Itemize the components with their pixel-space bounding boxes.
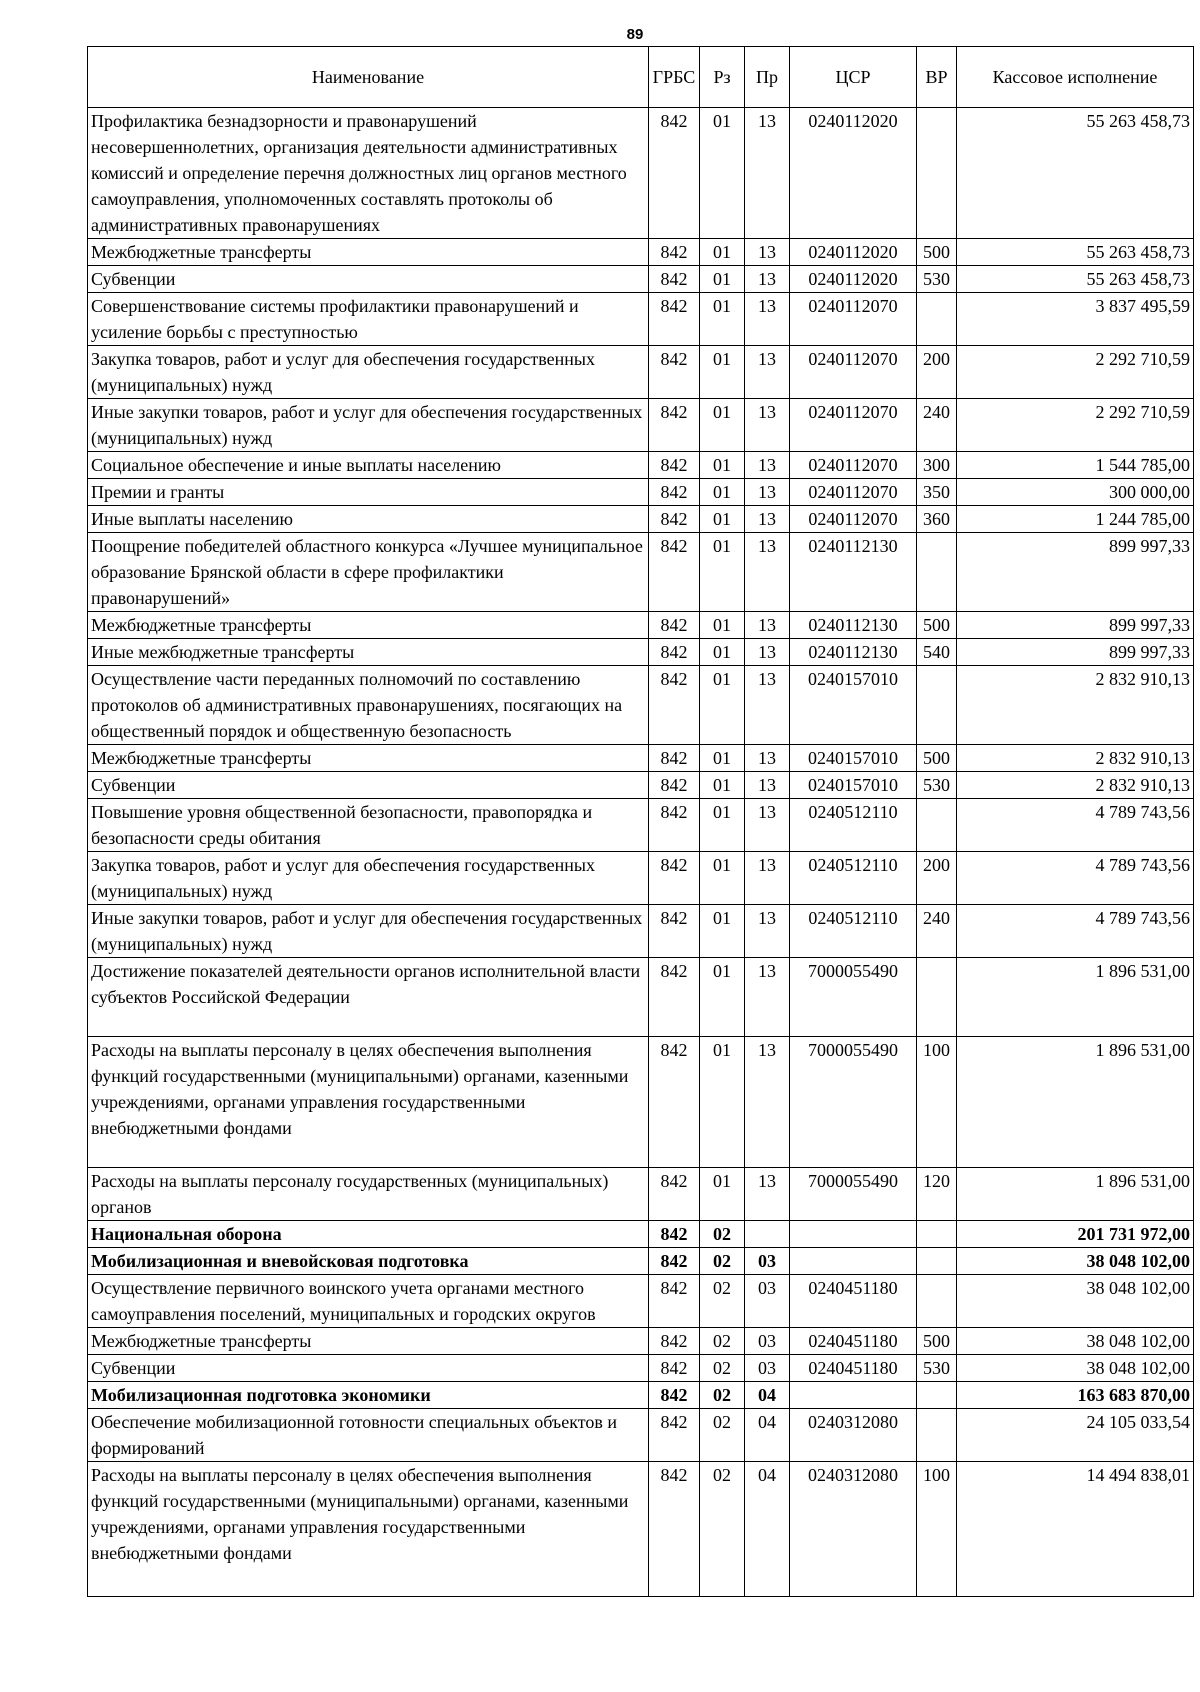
page-number: 89 [626,26,644,43]
cell-name: Межбюджетные трансферты [88,1328,649,1355]
cell-grbs: 842 [649,1355,700,1382]
cell-grbs: 842 [649,239,700,266]
cell-csr: 0240112020 [790,239,917,266]
cell-pr: 13 [745,452,790,479]
header-grbs: ГРБС [649,47,700,108]
cell-amount: 38 048 102,00 [957,1248,1194,1275]
cell-amount: 55 263 458,73 [957,108,1194,239]
cell-pr: 13 [745,506,790,533]
table-row [88,266,1194,293]
cell-pr [745,1221,790,1248]
cell-vr: 240 [917,905,957,958]
cell-grbs: 842 [649,108,700,239]
cell-name: Межбюджетные трансферты [88,612,649,639]
cell-pr: 13 [745,1037,790,1168]
cell-amount: 4 789 743,56 [957,905,1194,958]
cell-csr: 0240112020 [790,108,917,239]
cell-name: Расходы на выплаты персоналу государственных (муниципальных) органов [88,1168,649,1221]
cell-name: Иные выплаты населению [88,506,649,533]
cell-vr: 500 [917,745,957,772]
cell-name: Расходы на выплаты персоналу в целях обеспечения выполнения функций государственными (муниципальными) органами, казенными учреждениями, органами управления государственными внебюджетными фондами [88,1462,649,1597]
cell-pr: 04 [745,1462,790,1597]
cell-grbs: 842 [649,399,700,452]
cell-rz: 01 [700,479,745,506]
cell-pr: 13 [745,745,790,772]
header-csr: ЦСР [790,47,917,108]
cell-vr [917,293,957,346]
cell-grbs: 842 [649,1275,700,1328]
table-row [88,1462,1194,1597]
cell-pr: 13 [745,639,790,666]
cell-csr: 0240512110 [790,852,917,905]
cell-pr: 13 [745,108,790,239]
cell-rz: 02 [700,1409,745,1462]
cell-vr [917,799,957,852]
cell-rz: 01 [700,666,745,745]
cell-name: Мобилизационная подготовка экономики [88,1382,649,1409]
cell-pr: 03 [745,1275,790,1328]
cell-rz: 02 [700,1248,745,1275]
cell-csr: 0240112070 [790,399,917,452]
cell-vr [917,1248,957,1275]
table-row [88,1382,1194,1409]
table-row [88,745,1194,772]
cell-name: Иные межбюджетные трансферты [88,639,649,666]
cell-name: Закупка товаров, работ и услуг для обеспечения государственных (муниципальных) нужд [88,346,649,399]
cell-name: Поощрение победителей областного конкурса «Лучшее муниципальное образование Брянской области в сфере профилактики правонарушений» [88,533,649,612]
cell-pr: 03 [745,1328,790,1355]
cell-amount: 2 832 910,13 [957,666,1194,745]
table-row [88,1037,1194,1168]
cell-vr: 240 [917,399,957,452]
header-pr: Пр [745,47,790,108]
cell-grbs: 842 [649,266,700,293]
cell-vr [917,958,957,1037]
cell-vr [917,108,957,239]
table-row [88,639,1194,666]
cell-grbs: 842 [649,1328,700,1355]
cell-grbs: 842 [649,1462,700,1597]
cell-pr: 13 [745,1168,790,1221]
cell-csr: 0240112070 [790,506,917,533]
cell-amount: 1 896 531,00 [957,1037,1194,1168]
cell-grbs: 842 [649,799,700,852]
cell-grbs: 842 [649,293,700,346]
cell-pr: 04 [745,1409,790,1462]
budget-table [87,46,1194,1597]
cell-pr: 03 [745,1355,790,1382]
table-row [88,772,1194,799]
cell-grbs: 842 [649,1168,700,1221]
cell-grbs: 842 [649,639,700,666]
table-row [88,239,1194,266]
cell-rz: 01 [700,639,745,666]
cell-amount: 899 997,33 [957,639,1194,666]
cell-vr: 530 [917,266,957,293]
cell-name: Мобилизационная и вневойсковая подготовка [88,1248,649,1275]
cell-rz: 01 [700,852,745,905]
cell-amount: 899 997,33 [957,612,1194,639]
cell-pr: 13 [745,346,790,399]
cell-name: Обеспечение мобилизационной готовности специальных объектов и формирований [88,1409,649,1462]
header-row [88,47,1194,108]
cell-grbs: 842 [649,612,700,639]
cell-pr: 13 [745,799,790,852]
cell-rz: 01 [700,108,745,239]
cell-name: Осуществление первичного воинского учета органами местного самоуправления поселений, муниципальных и городских округов [88,1275,649,1328]
cell-rz: 02 [700,1462,745,1597]
cell-vr: 120 [917,1168,957,1221]
cell-name: Иные закупки товаров, работ и услуг для обеспечения государственных (муниципальных) нужд [88,399,649,452]
cell-name: Межбюджетные трансферты [88,745,649,772]
cell-vr: 350 [917,479,957,506]
cell-csr [790,1382,917,1409]
cell-csr: 0240312080 [790,1409,917,1462]
table-row [88,1221,1194,1248]
cell-vr [917,1221,957,1248]
cell-csr: 0240112070 [790,293,917,346]
cell-rz: 01 [700,1168,745,1221]
cell-vr: 530 [917,1355,957,1382]
cell-amount: 38 048 102,00 [957,1355,1194,1382]
table-row [88,612,1194,639]
table-row [88,452,1194,479]
cell-rz: 01 [700,612,745,639]
cell-csr: 0240157010 [790,745,917,772]
table-row [88,293,1194,346]
cell-pr: 13 [745,612,790,639]
cell-rz: 01 [700,1037,745,1168]
cell-csr: 0240112020 [790,266,917,293]
cell-name: Профилактика безнадзорности и правонарушений несовершеннолетних, организация деятельности административных комиссий и определение перечня должностных лиц органов местного самоуправления, уполномоченных составлять протоколы об административных правонарушениях [88,108,649,239]
cell-name: Закупка товаров, работ и услуг для обеспечения государственных (муниципальных) нужд [88,852,649,905]
cell-rz: 02 [700,1328,745,1355]
cell-grbs: 842 [649,452,700,479]
cell-amount: 1 896 531,00 [957,1168,1194,1221]
cell-csr: 7000055490 [790,1037,917,1168]
table-body [88,108,1194,1597]
table-row [88,479,1194,506]
cell-name: Субвенции [88,266,649,293]
cell-csr: 7000055490 [790,1168,917,1221]
cell-amount: 24 105 033,54 [957,1409,1194,1462]
cell-vr: 300 [917,452,957,479]
cell-amount: 899 997,33 [957,533,1194,612]
cell-name: Достижение показателей деятельности органов исполнительной власти субъектов Российской Федерации [88,958,649,1037]
cell-amount: 2 292 710,59 [957,399,1194,452]
cell-amount: 163 683 870,00 [957,1382,1194,1409]
cell-vr [917,533,957,612]
cell-vr [917,1382,957,1409]
cell-grbs: 842 [649,772,700,799]
cell-csr [790,1248,917,1275]
cell-grbs: 842 [649,666,700,745]
cell-csr: 0240512110 [790,905,917,958]
cell-amount: 2 292 710,59 [957,346,1194,399]
cell-grbs: 842 [649,1037,700,1168]
cell-rz: 01 [700,905,745,958]
cell-csr: 0240112130 [790,612,917,639]
cell-grbs: 842 [649,852,700,905]
cell-csr: 0240451180 [790,1355,917,1382]
cell-pr: 13 [745,479,790,506]
cell-pr: 04 [745,1382,790,1409]
cell-csr: 0240112070 [790,346,917,399]
cell-rz: 02 [700,1275,745,1328]
cell-vr: 540 [917,639,957,666]
cell-name: Субвенции [88,772,649,799]
cell-name: Национальная оборона [88,1221,649,1248]
cell-rz: 01 [700,293,745,346]
cell-amount: 4 789 743,56 [957,852,1194,905]
cell-grbs: 842 [649,346,700,399]
cell-rz: 01 [700,772,745,799]
table-row [88,666,1194,745]
cell-pr: 03 [745,1248,790,1275]
cell-name: Социальное обеспечение и иные выплаты населению [88,452,649,479]
cell-amount: 1 244 785,00 [957,506,1194,533]
cell-pr: 13 [745,958,790,1037]
table-row [88,799,1194,852]
cell-name: Премии и гранты [88,479,649,506]
cell-rz: 02 [700,1355,745,1382]
cell-pr: 13 [745,905,790,958]
cell-rz: 02 [700,1221,745,1248]
table-row [88,506,1194,533]
cell-vr: 500 [917,1328,957,1355]
cell-grbs: 842 [649,958,700,1037]
cell-vr: 200 [917,852,957,905]
cell-csr: 0240451180 [790,1328,917,1355]
cell-rz: 01 [700,958,745,1037]
cell-vr: 500 [917,239,957,266]
cell-pr: 13 [745,772,790,799]
cell-name: Межбюджетные трансферты [88,239,649,266]
cell-rz: 01 [700,745,745,772]
table-row [88,1355,1194,1382]
cell-csr: 0240157010 [790,772,917,799]
cell-csr: 0240112070 [790,479,917,506]
cell-amount: 4 789 743,56 [957,799,1194,852]
header-vr: ВР [917,47,957,108]
cell-grbs: 842 [649,1409,700,1462]
cell-grbs: 842 [649,905,700,958]
cell-name: Повышение уровня общественной безопасности, правопорядка и безопасности среды обитания [88,799,649,852]
table-row [88,108,1194,239]
cell-name: Совершенствование системы профилактики правонарушений и усиление борьбы с преступностью [88,293,649,346]
table-row [88,958,1194,1037]
cell-name: Иные закупки товаров, работ и услуг для обеспечения государственных (муниципальных) нужд [88,905,649,958]
cell-csr: 0240112130 [790,639,917,666]
table-row [88,1409,1194,1462]
cell-rz: 01 [700,266,745,293]
cell-rz: 02 [700,1382,745,1409]
header-amount: Кассовое исполнение [957,47,1194,108]
cell-grbs: 842 [649,1382,700,1409]
cell-name: Расходы на выплаты персоналу в целях обеспечения выполнения функций государственными (муниципальными) органами, казенными учреждениями, органами управления государственными внебюджетными фондами [88,1037,649,1168]
table-row [88,1328,1194,1355]
cell-pr: 13 [745,852,790,905]
cell-csr: 0240312080 [790,1462,917,1597]
cell-vr [917,1409,957,1462]
cell-rz: 01 [700,533,745,612]
cell-pr: 13 [745,666,790,745]
cell-vr [917,666,957,745]
cell-amount: 3 837 495,59 [957,293,1194,346]
table-row [88,533,1194,612]
cell-amount: 2 832 910,13 [957,772,1194,799]
table-row [88,1275,1194,1328]
cell-csr: 0240157010 [790,666,917,745]
cell-rz: 01 [700,506,745,533]
cell-amount: 1 896 531,00 [957,958,1194,1037]
header-rz: Рз [700,47,745,108]
cell-csr: 0240512110 [790,799,917,852]
cell-csr: 0240112130 [790,533,917,612]
cell-grbs: 842 [649,479,700,506]
cell-vr: 530 [917,772,957,799]
cell-vr: 360 [917,506,957,533]
table-row [88,905,1194,958]
cell-vr: 200 [917,346,957,399]
cell-amount: 38 048 102,00 [957,1328,1194,1355]
table-row [88,346,1194,399]
header-name: Наименование [88,47,649,108]
cell-vr: 100 [917,1462,957,1597]
cell-amount: 2 832 910,13 [957,745,1194,772]
cell-rz: 01 [700,452,745,479]
cell-pr: 13 [745,399,790,452]
cell-csr: 0240112070 [790,452,917,479]
cell-pr: 13 [745,266,790,293]
cell-pr: 13 [745,293,790,346]
cell-name: Осуществление части переданных полномочий по составлению протоколов об административных правонарушениях, посягающих на общественный порядок и общественную безопасность [88,666,649,745]
cell-csr [790,1221,917,1248]
cell-grbs: 842 [649,506,700,533]
table-row [88,1168,1194,1221]
cell-rz: 01 [700,399,745,452]
cell-rz: 01 [700,239,745,266]
cell-name: Субвенции [88,1355,649,1382]
cell-grbs: 842 [649,1248,700,1275]
cell-vr [917,1275,957,1328]
cell-amount: 201 731 972,00 [957,1221,1194,1248]
cell-amount: 38 048 102,00 [957,1275,1194,1328]
cell-rz: 01 [700,799,745,852]
cell-amount: 1 544 785,00 [957,452,1194,479]
cell-amount: 55 263 458,73 [957,266,1194,293]
cell-vr: 500 [917,612,957,639]
table-row [88,399,1194,452]
cell-grbs: 842 [649,533,700,612]
cell-amount: 14 494 838,01 [957,1462,1194,1597]
cell-rz: 01 [700,346,745,399]
cell-amount: 300 000,00 [957,479,1194,506]
table-row [88,1248,1194,1275]
cell-amount: 55 263 458,73 [957,239,1194,266]
cell-csr: 0240451180 [790,1275,917,1328]
cell-pr: 13 [745,533,790,612]
cell-csr: 7000055490 [790,958,917,1037]
cell-pr: 13 [745,239,790,266]
cell-vr: 100 [917,1037,957,1168]
table-row [88,852,1194,905]
cell-grbs: 842 [649,1221,700,1248]
cell-grbs: 842 [649,745,700,772]
